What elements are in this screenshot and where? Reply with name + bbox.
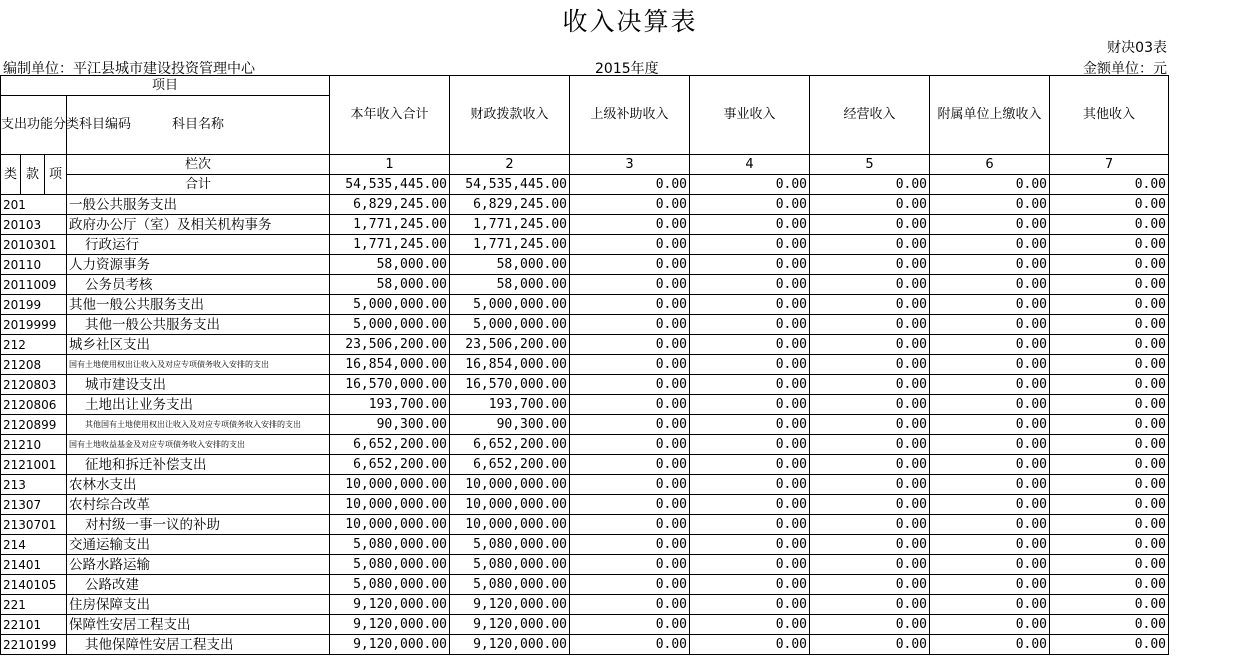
row-name: 其他保障性安居工程支出	[67, 635, 330, 655]
row-value-7: 0.00	[1050, 395, 1169, 415]
row-name: 公务员考核	[67, 275, 330, 295]
row-value-1: 5,000,000.00	[330, 295, 450, 315]
total-row	[1, 175, 1169, 195]
row-value-7: 0.00	[1050, 595, 1169, 615]
row-name: 公路改建	[67, 575, 330, 595]
row-value-4: 0.00	[690, 215, 810, 235]
row-value-2: 90,300.00	[450, 415, 570, 435]
row-value-1: 193,700.00	[330, 395, 450, 415]
row-name: 农村综合改革	[67, 495, 330, 515]
row-name: 其他一般公共服务支出	[67, 315, 330, 335]
row-name: 城乡社区支出	[67, 335, 330, 355]
row-value-7: 0.00	[1050, 255, 1169, 275]
row-name: 保障性安居工程支出	[67, 615, 330, 635]
row-code: 2120806	[1, 395, 67, 415]
report-title: 收入决算表	[562, 7, 698, 36]
row-value-6: 0.00	[930, 335, 1050, 355]
row-code: 22101	[1, 615, 67, 635]
row-value-5: 0.00	[810, 455, 930, 475]
row-value-3: 0.00	[570, 295, 690, 315]
row-value-6: 0.00	[930, 555, 1050, 575]
row-code: 21210	[1, 435, 67, 455]
row-value-6: 0.00	[930, 355, 1050, 375]
row-value-3: 0.00	[570, 395, 690, 415]
row-value-3: 0.00	[570, 635, 690, 655]
item-header: 项目	[1, 76, 330, 96]
row-value-1: 1,771,245.00	[330, 215, 450, 235]
row-value-7: 0.00	[1050, 295, 1169, 315]
table-row	[1, 595, 1169, 615]
total-value-5: 0.00	[810, 175, 930, 195]
row-value-2: 1,771,245.00	[450, 215, 570, 235]
lanci-row	[1, 155, 1169, 175]
colnum-4: 4	[690, 155, 810, 175]
col-header-2: 财政拨款收入	[450, 76, 570, 155]
row-value-4: 0.00	[690, 335, 810, 355]
row-value-2: 58,000.00	[450, 275, 570, 295]
row-value-6: 0.00	[930, 635, 1050, 655]
col-header-6: 附属单位上缴收入	[930, 76, 1050, 155]
row-value-5: 0.00	[810, 355, 930, 375]
row-value-1: 5,080,000.00	[330, 555, 450, 575]
row-value-7: 0.00	[1050, 475, 1169, 495]
table-row	[1, 415, 1169, 435]
row-value-4: 0.00	[690, 615, 810, 635]
row-value-6: 0.00	[930, 275, 1050, 295]
row-code: 21401	[1, 555, 67, 575]
row-code: 2120899	[1, 415, 67, 435]
income-table	[0, 75, 1169, 655]
row-value-7: 0.00	[1050, 375, 1169, 395]
row-value-1: 58,000.00	[330, 275, 450, 295]
row-name: 其他一般公共服务支出	[67, 295, 330, 315]
row-name: 土地出让业务支出	[67, 395, 330, 415]
row-value-7: 0.00	[1050, 555, 1169, 575]
table-row	[1, 615, 1169, 635]
row-value-5: 0.00	[810, 615, 930, 635]
col-header-3: 上级补助收入	[570, 76, 690, 155]
total-value-6: 0.00	[930, 175, 1050, 195]
row-value-6: 0.00	[930, 235, 1050, 255]
row-value-4: 0.00	[690, 275, 810, 295]
form-number: 财决03表	[1107, 40, 1167, 56]
row-code: 2019999	[1, 315, 67, 335]
row-value-4: 0.00	[690, 555, 810, 575]
table-row	[1, 515, 1169, 535]
xiang-header: 项	[45, 155, 67, 195]
table-row	[1, 455, 1169, 475]
table-row	[1, 275, 1169, 295]
row-value-4: 0.00	[690, 255, 810, 275]
row-value-7: 0.00	[1050, 275, 1169, 295]
row-value-5: 0.00	[810, 395, 930, 415]
row-value-7: 0.00	[1050, 315, 1169, 335]
table-row	[1, 375, 1169, 395]
row-value-3: 0.00	[570, 215, 690, 235]
table-row	[1, 335, 1169, 355]
col-header-1: 本年收入合计	[330, 76, 450, 155]
table-row	[1, 395, 1169, 415]
row-value-7: 0.00	[1050, 335, 1169, 355]
row-value-4: 0.00	[690, 195, 810, 215]
row-value-5: 0.00	[810, 315, 930, 335]
row-value-1: 58,000.00	[330, 255, 450, 275]
table-row	[1, 215, 1169, 235]
row-code: 20110	[1, 255, 67, 275]
row-value-2: 1,771,245.00	[450, 235, 570, 255]
row-code: 2210199	[1, 635, 67, 655]
row-value-1: 6,652,200.00	[330, 435, 450, 455]
row-value-7: 0.00	[1050, 515, 1169, 535]
row-value-5: 0.00	[810, 215, 930, 235]
row-value-1: 16,854,000.00	[330, 355, 450, 375]
row-value-5: 0.00	[810, 235, 930, 255]
amount-unit: 金额单位：元	[1083, 61, 1167, 77]
row-value-6: 0.00	[930, 195, 1050, 215]
row-name: 农林水支出	[67, 475, 330, 495]
row-value-3: 0.00	[570, 415, 690, 435]
row-name: 公路水路运输	[67, 555, 330, 575]
col-header-5: 经营收入	[810, 76, 930, 155]
row-name: 住房保障支出	[67, 595, 330, 615]
row-value-5: 0.00	[810, 595, 930, 615]
row-value-5: 0.00	[810, 335, 930, 355]
code-group-header: 支出功能分类科目编码	[1, 96, 67, 155]
header-row-1	[1, 76, 1169, 96]
table-row	[1, 255, 1169, 275]
row-value-7: 0.00	[1050, 455, 1169, 475]
row-value-6: 0.00	[930, 375, 1050, 395]
row-value-6: 0.00	[930, 475, 1050, 495]
row-name: 人力资源事务	[67, 255, 330, 275]
row-value-1: 6,652,200.00	[330, 455, 450, 475]
row-value-6: 0.00	[930, 515, 1050, 535]
row-value-3: 0.00	[570, 475, 690, 495]
row-value-2: 16,854,000.00	[450, 355, 570, 375]
row-value-5: 0.00	[810, 275, 930, 295]
row-value-1: 5,080,000.00	[330, 575, 450, 595]
colnum-6: 6	[930, 155, 1050, 175]
name-header: 科目名称	[67, 96, 330, 155]
row-value-2: 5,080,000.00	[450, 535, 570, 555]
row-value-7: 0.00	[1050, 355, 1169, 375]
table-row	[1, 435, 1169, 455]
row-code: 21208	[1, 355, 67, 375]
row-value-4: 0.00	[690, 395, 810, 415]
total-label: 合计	[67, 175, 330, 195]
row-value-4: 0.00	[690, 495, 810, 515]
row-value-4: 0.00	[690, 415, 810, 435]
row-value-4: 0.00	[690, 475, 810, 495]
row-value-2: 6,652,200.00	[450, 455, 570, 475]
row-value-7: 0.00	[1050, 635, 1169, 655]
row-value-7: 0.00	[1050, 415, 1169, 435]
row-value-2: 9,120,000.00	[450, 615, 570, 635]
row-value-1: 10,000,000.00	[330, 495, 450, 515]
table-row	[1, 575, 1169, 595]
row-value-1: 10,000,000.00	[330, 515, 450, 535]
table-row	[1, 555, 1169, 575]
total-value-1: 54,535,445.00	[330, 175, 450, 195]
row-value-5: 0.00	[810, 375, 930, 395]
row-value-1: 10,000,000.00	[330, 475, 450, 495]
row-code: 214	[1, 535, 67, 555]
row-value-5: 0.00	[810, 515, 930, 535]
table-row	[1, 195, 1169, 215]
row-value-1: 16,570,000.00	[330, 375, 450, 395]
row-value-3: 0.00	[570, 195, 690, 215]
row-value-1: 5,000,000.00	[330, 315, 450, 335]
row-value-1: 5,080,000.00	[330, 535, 450, 555]
row-value-3: 0.00	[570, 255, 690, 275]
row-code: 213	[1, 475, 67, 495]
row-code: 2121001	[1, 455, 67, 475]
row-code: 221	[1, 595, 67, 615]
table-row	[1, 355, 1169, 375]
row-value-4: 0.00	[690, 235, 810, 255]
row-value-4: 0.00	[690, 635, 810, 655]
row-value-6: 0.00	[930, 535, 1050, 555]
table-row	[1, 235, 1169, 255]
row-value-5: 0.00	[810, 475, 930, 495]
row-value-2: 5,000,000.00	[450, 315, 570, 335]
row-value-6: 0.00	[930, 615, 1050, 635]
row-name: 征地和拆迁补偿支出	[67, 455, 330, 475]
lanci-header: 栏次	[67, 155, 330, 175]
row-value-1: 9,120,000.00	[330, 595, 450, 615]
total-value-2: 54,535,445.00	[450, 175, 570, 195]
row-value-3: 0.00	[570, 435, 690, 455]
row-code: 201	[1, 195, 67, 215]
row-value-5: 0.00	[810, 435, 930, 455]
row-name: 对村级一事一议的补助	[67, 515, 330, 535]
row-value-2: 23,506,200.00	[450, 335, 570, 355]
row-name: 其他国有土地使用权出让收入及对应专项债务收入安排的支出	[67, 415, 330, 435]
row-value-6: 0.00	[930, 295, 1050, 315]
row-code: 21307	[1, 495, 67, 515]
colnum-3: 3	[570, 155, 690, 175]
row-value-5: 0.00	[810, 555, 930, 575]
col-header-7: 其他收入	[1050, 76, 1169, 155]
row-value-4: 0.00	[690, 295, 810, 315]
row-value-7: 0.00	[1050, 195, 1169, 215]
colnum-5: 5	[810, 155, 930, 175]
row-value-1: 90,300.00	[330, 415, 450, 435]
row-value-3: 0.00	[570, 615, 690, 635]
row-value-3: 0.00	[570, 315, 690, 335]
table-row	[1, 315, 1169, 335]
row-name: 一般公共服务支出	[67, 195, 330, 215]
row-name: 交通运输支出	[67, 535, 330, 555]
row-value-2: 58,000.00	[450, 255, 570, 275]
row-value-7: 0.00	[1050, 615, 1169, 635]
lei-header: 类	[1, 155, 21, 195]
row-value-3: 0.00	[570, 455, 690, 475]
fiscal-year: 2015年度	[595, 61, 659, 77]
row-value-6: 0.00	[930, 255, 1050, 275]
row-value-5: 0.00	[810, 195, 930, 215]
colnum-1: 1	[330, 155, 450, 175]
row-value-6: 0.00	[930, 215, 1050, 235]
row-value-3: 0.00	[570, 535, 690, 555]
row-value-4: 0.00	[690, 455, 810, 475]
row-name: 行政运行	[67, 235, 330, 255]
row-value-5: 0.00	[810, 535, 930, 555]
row-value-4: 0.00	[690, 375, 810, 395]
row-value-5: 0.00	[810, 635, 930, 655]
row-value-4: 0.00	[690, 515, 810, 535]
row-code: 20199	[1, 295, 67, 315]
row-name: 国有土地收益基金及对应专项债务收入安排的支出	[67, 435, 330, 455]
row-value-1: 1,771,245.00	[330, 235, 450, 255]
total-value-3: 0.00	[570, 175, 690, 195]
row-value-4: 0.00	[690, 595, 810, 615]
row-name: 政府办公厅（室）及相关机构事务	[67, 215, 330, 235]
row-code: 2120803	[1, 375, 67, 395]
table-row	[1, 295, 1169, 315]
row-name: 城市建设支出	[67, 375, 330, 395]
row-value-6: 0.00	[930, 435, 1050, 455]
table-row	[1, 635, 1169, 655]
row-value-2: 9,120,000.00	[450, 635, 570, 655]
row-value-2: 6,829,245.00	[450, 195, 570, 215]
row-value-3: 0.00	[570, 375, 690, 395]
row-value-3: 0.00	[570, 515, 690, 535]
row-value-4: 0.00	[690, 315, 810, 335]
row-value-5: 0.00	[810, 575, 930, 595]
table-row	[1, 535, 1169, 555]
row-value-2: 10,000,000.00	[450, 495, 570, 515]
row-value-4: 0.00	[690, 575, 810, 595]
row-value-5: 0.00	[810, 255, 930, 275]
reporting-unit: 编制单位：平江县城市建设投资管理中心	[3, 61, 255, 77]
row-value-4: 0.00	[690, 355, 810, 375]
row-value-3: 0.00	[570, 355, 690, 375]
row-value-2: 5,080,000.00	[450, 555, 570, 575]
row-value-6: 0.00	[930, 315, 1050, 335]
row-value-6: 0.00	[930, 495, 1050, 515]
row-value-3: 0.00	[570, 575, 690, 595]
row-value-5: 0.00	[810, 495, 930, 515]
row-code: 212	[1, 335, 67, 355]
row-value-7: 0.00	[1050, 535, 1169, 555]
row-value-3: 0.00	[570, 275, 690, 295]
row-code: 2130701	[1, 515, 67, 535]
row-code: 2140105	[1, 575, 67, 595]
row-code: 2010301	[1, 235, 67, 255]
row-value-6: 0.00	[930, 415, 1050, 435]
row-value-2: 16,570,000.00	[450, 375, 570, 395]
row-value-6: 0.00	[930, 395, 1050, 415]
row-value-2: 5,000,000.00	[450, 295, 570, 315]
row-value-7: 0.00	[1050, 235, 1169, 255]
row-value-1: 23,506,200.00	[330, 335, 450, 355]
row-value-6: 0.00	[930, 455, 1050, 475]
row-value-2: 9,120,000.00	[450, 595, 570, 615]
row-value-3: 0.00	[570, 555, 690, 575]
total-value-7: 0.00	[1050, 175, 1169, 195]
row-value-7: 0.00	[1050, 575, 1169, 595]
row-value-2: 10,000,000.00	[450, 515, 570, 535]
row-value-6: 0.00	[930, 575, 1050, 595]
table-row	[1, 475, 1169, 495]
row-value-2: 193,700.00	[450, 395, 570, 415]
row-value-7: 0.00	[1050, 495, 1169, 515]
row-value-7: 0.00	[1050, 435, 1169, 455]
row-value-4: 0.00	[690, 435, 810, 455]
row-value-2: 6,652,200.00	[450, 435, 570, 455]
kuan-header: 款	[21, 155, 45, 195]
row-code: 2011009	[1, 275, 67, 295]
total-value-4: 0.00	[690, 175, 810, 195]
row-value-1: 9,120,000.00	[330, 615, 450, 635]
row-value-1: 6,829,245.00	[330, 195, 450, 215]
colnum-2: 2	[450, 155, 570, 175]
row-value-6: 0.00	[930, 595, 1050, 615]
row-value-3: 0.00	[570, 595, 690, 615]
table-row	[1, 495, 1169, 515]
row-value-3: 0.00	[570, 235, 690, 255]
col-header-4: 事业收入	[690, 76, 810, 155]
row-value-4: 0.00	[690, 535, 810, 555]
colnum-7: 7	[1050, 155, 1169, 175]
row-code: 20103	[1, 215, 67, 235]
row-value-3: 0.00	[570, 335, 690, 355]
row-value-7: 0.00	[1050, 215, 1169, 235]
row-value-2: 5,080,000.00	[450, 575, 570, 595]
row-value-5: 0.00	[810, 295, 930, 315]
row-name: 国有土地使用权出让收入及对应专项债务收入安排的支出	[67, 355, 330, 375]
row-value-2: 10,000,000.00	[450, 475, 570, 495]
row-value-5: 0.00	[810, 415, 930, 435]
row-value-1: 9,120,000.00	[330, 635, 450, 655]
row-value-3: 0.00	[570, 495, 690, 515]
